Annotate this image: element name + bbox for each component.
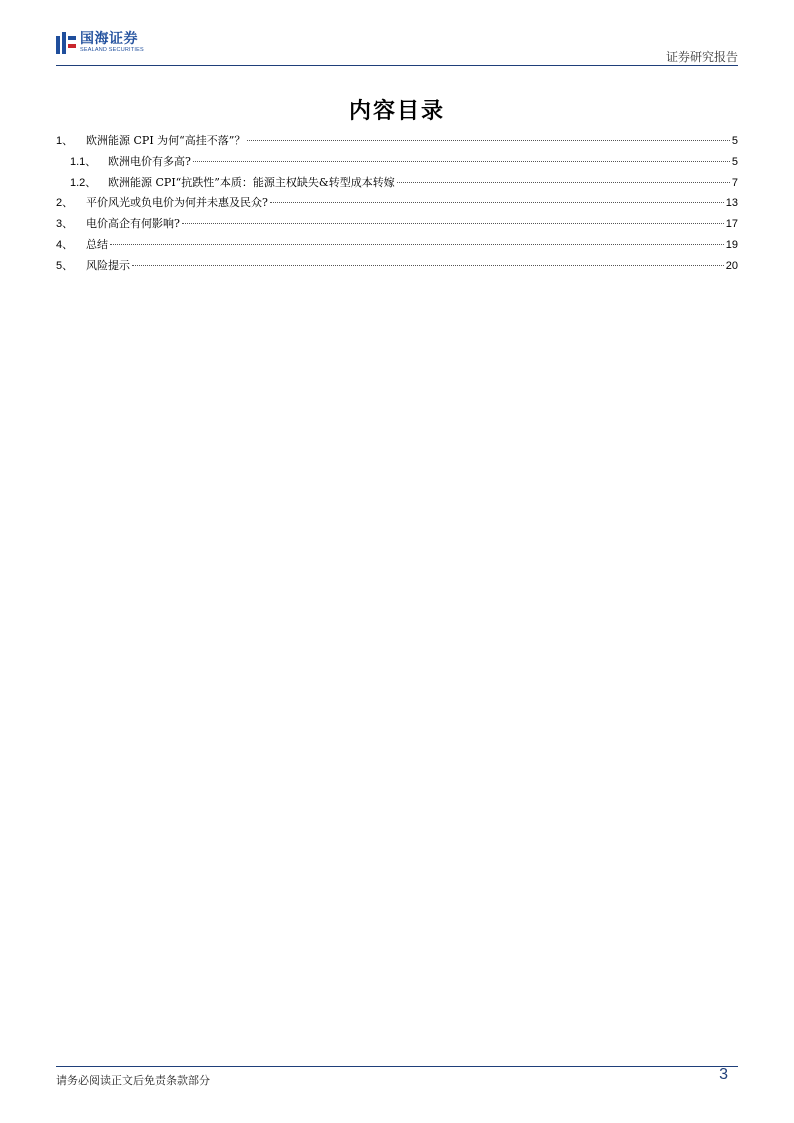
toc-entry-number: 4、 — [56, 238, 74, 251]
toc-leader-dots — [193, 161, 730, 162]
toc-leader-dots — [270, 202, 724, 203]
toc-entry-title: 欧洲能源 CPI 为何“高挂不落”？ — [86, 134, 246, 147]
page-title: 内容目录 — [348, 98, 445, 124]
sealand-logo — [56, 32, 144, 54]
toc-entry-number: 1.2、 — [70, 176, 97, 189]
toc-entry-page: 5 — [731, 135, 738, 147]
toc-leader-dots — [132, 265, 724, 266]
toc-entry-number: 1、 — [56, 135, 74, 147]
report-type-label: 证券研究报告 — [665, 50, 738, 64]
toc-entry[interactable] — [56, 236, 738, 257]
toc-entry[interactable] — [56, 174, 738, 195]
logo-chinese-name: 国海证券 — [80, 31, 138, 48]
header-divider — [56, 65, 738, 66]
page-header — [56, 30, 738, 66]
toc-leader-dots — [182, 223, 724, 224]
toc-entry-number: 2、 — [56, 197, 74, 210]
toc-entry-number: 5、 — [56, 259, 74, 272]
toc-entry-number: 1.1、 — [70, 155, 97, 168]
toc-entry-page: 13 — [725, 197, 738, 210]
toc-entry-page: 5 — [731, 155, 738, 168]
toc-entry-title: 总结 — [86, 237, 108, 251]
toc-leader-dots — [397, 182, 730, 183]
toc-entry-title: 电价高企有何影响? — [86, 217, 180, 231]
toc-entry-page: 19 — [725, 238, 738, 251]
footer-divider — [56, 1066, 738, 1067]
toc-entry[interactable] — [56, 257, 738, 278]
toc-entry-title: 欧洲电价有多高? — [108, 154, 191, 168]
toc-entry-title: 欧洲能源 CPI“抗跌性”本质：能源主权缺失&转型成本转嫁 — [108, 175, 395, 189]
toc-leader-dots — [247, 140, 729, 141]
table-of-contents — [56, 132, 738, 278]
logo-english-name: SEALAND SECURITIES — [80, 47, 144, 54]
sealand-logo-mark-icon — [56, 32, 76, 54]
toc-entry[interactable] — [56, 132, 738, 153]
toc-entry-page: 7 — [731, 176, 738, 189]
toc-entry[interactable] — [56, 153, 738, 174]
page-number: 3 — [719, 1066, 728, 1083]
disclaimer-note: 请务必阅读正文后免责条款部分 — [56, 1074, 210, 1087]
toc-entry-page: 20 — [725, 259, 738, 272]
toc-entry[interactable] — [56, 215, 738, 236]
toc-entry-number: 3、 — [56, 218, 74, 231]
toc-entry-title: 风险提示 — [86, 258, 130, 272]
toc-entry-title: 平价风光或负电价为何并未惠及民众? — [86, 196, 268, 210]
toc-leader-dots — [110, 244, 724, 245]
toc-entry[interactable] — [56, 194, 738, 215]
toc-entry-page: 17 — [725, 218, 738, 231]
